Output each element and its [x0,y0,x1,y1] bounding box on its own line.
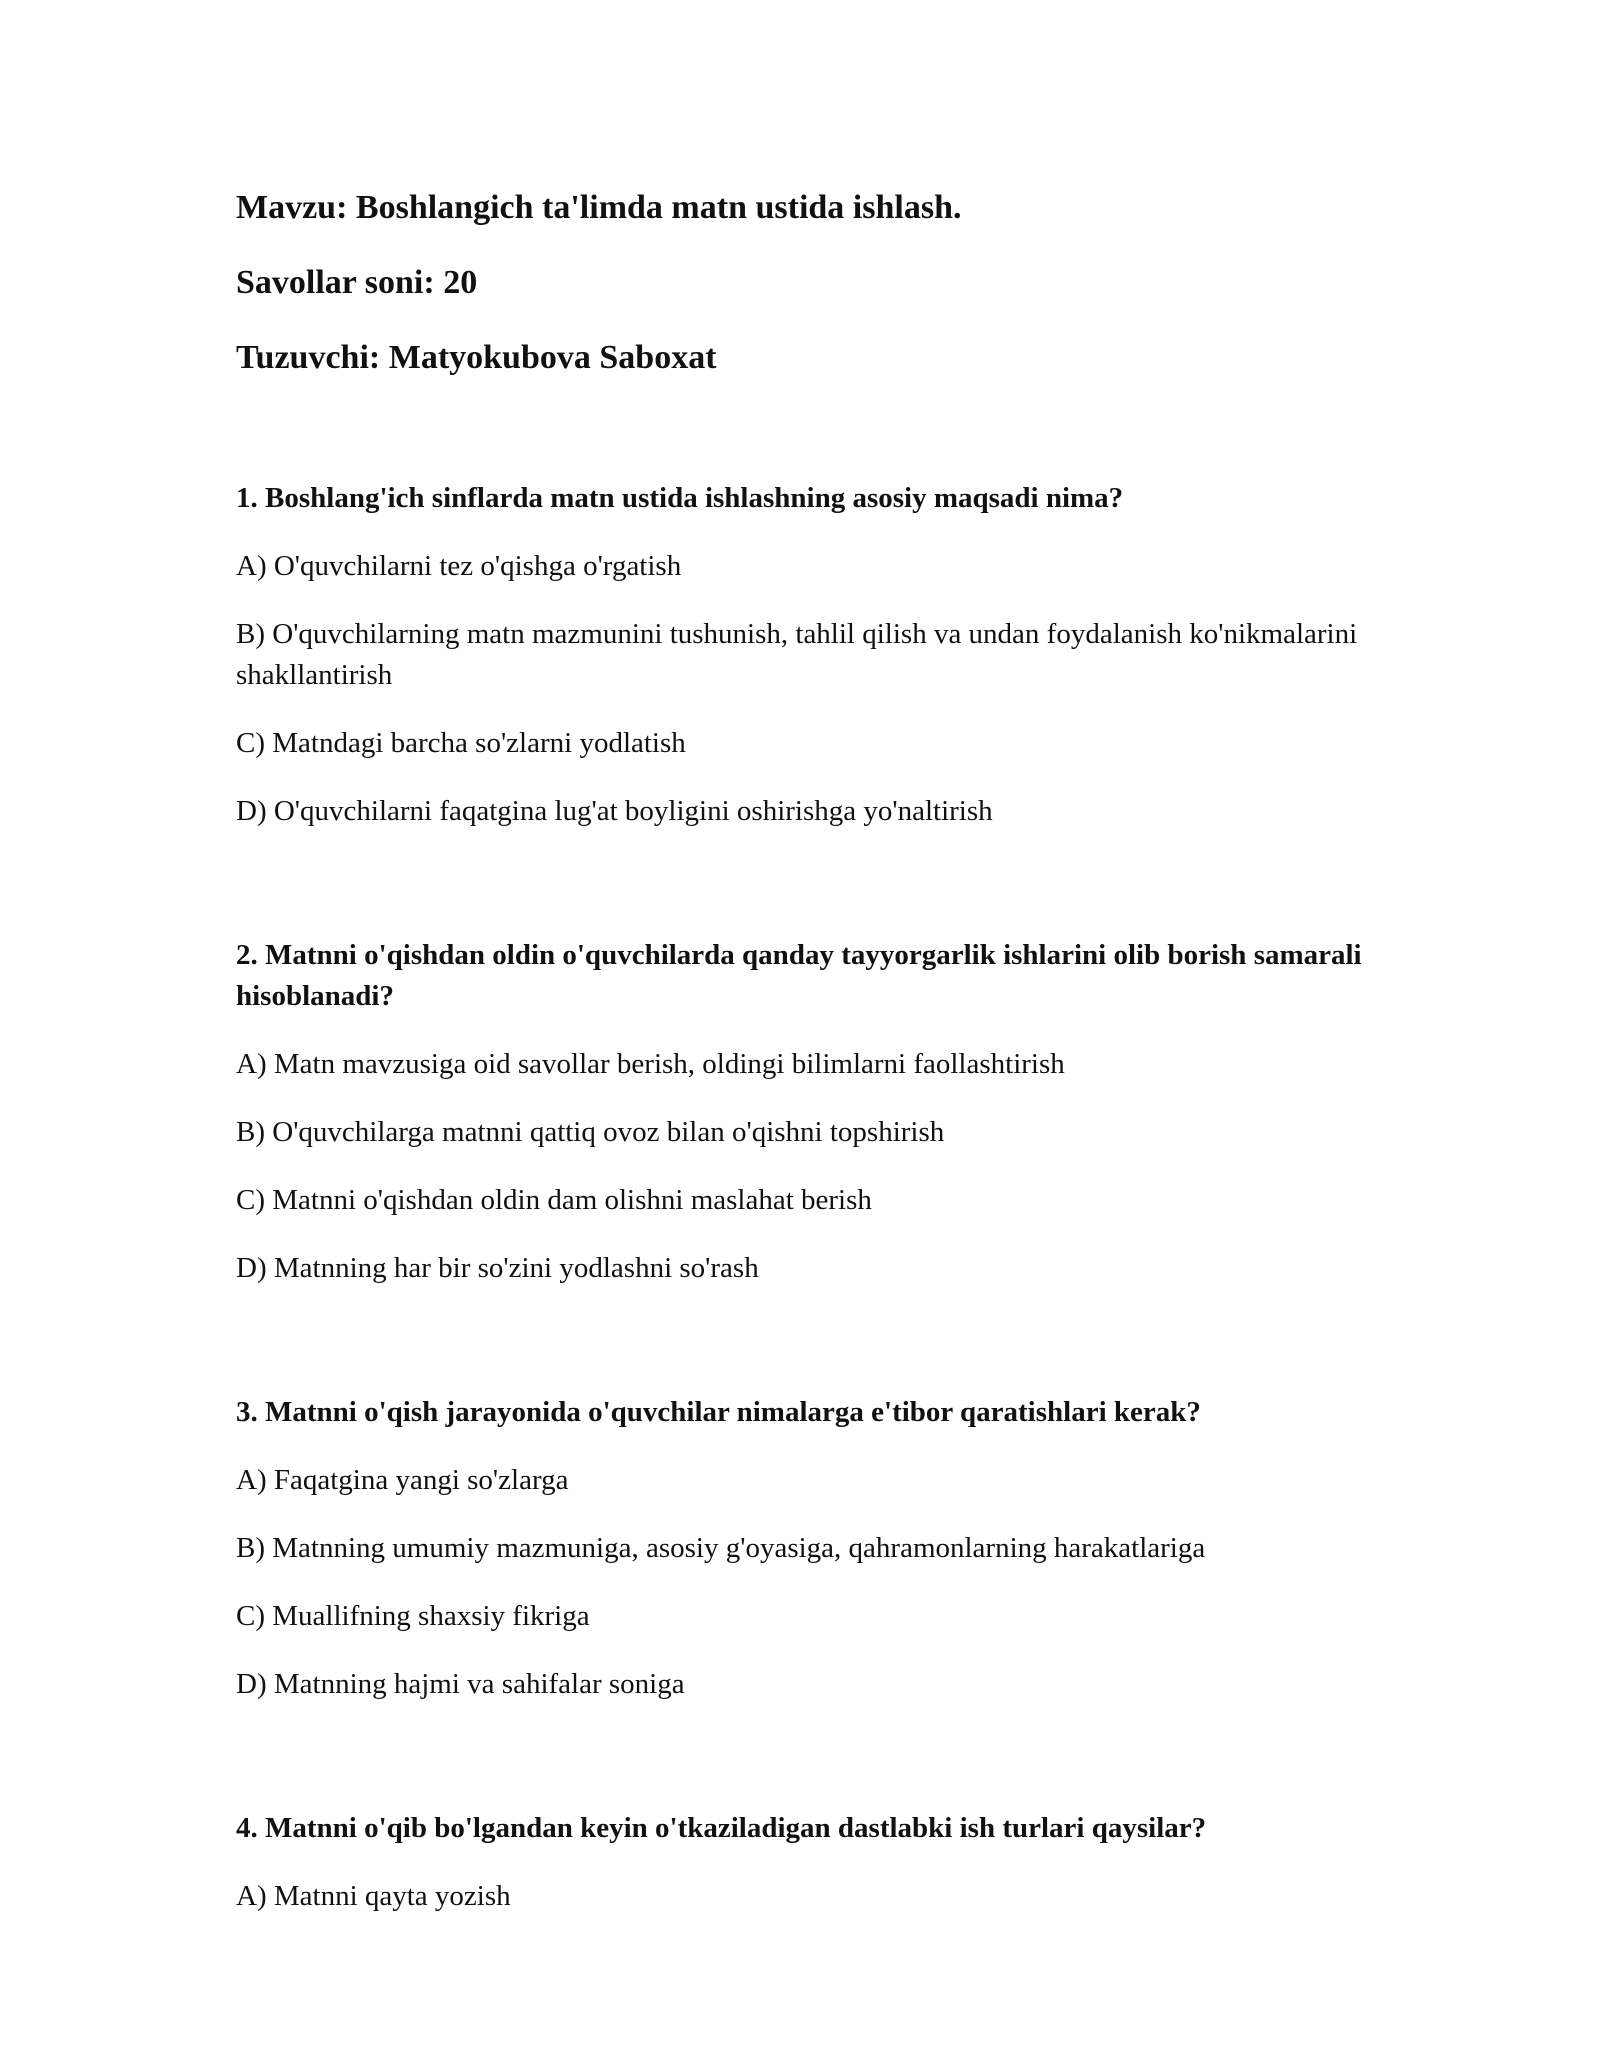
answer-option-d: D) Matnning har bir so'zini yodlashni so'rash [236,1252,759,1284]
answer-option-b: B) O'quvchilarga matnni qattiq ovoz bilan o'qishni topshirish [236,1116,945,1148]
question-text: 2. Matnni o'qishdan oldin o'quvchilarda qanday tayyorgarlik ishlarini olib borish samarali hisoblanadi? [236,939,1362,1012]
answer-option-a: A) Matn mavzusiga oid savollar berish, oldingi bilimlarni faollashtirish [236,1048,1065,1080]
answer-option-c: C) Muallifning shaxsiy fikriga [236,1600,590,1632]
answer-option-a: A) Faqatgina yangi so'zlarga [236,1464,569,1496]
answer-option-d: D) O'quvchilarni faqatgina lug'at boyligini oshirishga yo'naltirish [236,795,993,827]
document-page [236,188,1376,2020]
question-block-4 [236,1808,1376,1917]
question-text: 1. Boshlang'ich sinflarda matn ustida ishlashning asosiy maqsadi nima? [236,482,1124,514]
question-block-2 [236,935,1376,1289]
answer-option-b: B) O'quvchilarning matn mazmunini tushunish, tahlil qilish va undan foydalanish ko'nikmalarini shakllantirish [236,618,1358,691]
answer-option-c: C) Matnni o'qishdan oldin dam olishni maslahat berish [236,1184,872,1216]
question-block-3 [236,1392,1376,1705]
answer-option-a: A) Matnni qayta yozish [236,1880,511,1912]
question-count-heading: Savollar soni: 20 [236,264,478,301]
answer-option-d: D) Matnning hajmi va sahifalar soniga [236,1668,685,1700]
question-text: 3. Matnni o'qish jarayonida o'quvchilar nimalarga e'tibor qaratishlari kerak? [236,1396,1201,1428]
answer-option-b: B) Matnning umumiy mazmuniga, asosiy g'oyasiga, qahramonlarning harakatlariga [236,1532,1206,1564]
question-text: 4. Matnni o'qib bo'lgandan keyin o'tkaziladigan dastlabki ish turlari qaysilar? [236,1812,1207,1844]
answer-option-a: A) O'quvchilarni tez o'qishga o'rgatish [236,550,682,582]
topic-heading: Mavzu: Boshlangich ta'limda matn ustida ishlash. [236,189,962,226]
question-block-1 [236,478,1376,832]
author-heading: Tuzuvchi: Matyokubova Saboxat [236,339,717,376]
answer-option-c: C) Matndagi barcha so'zlarni yodlatish [236,727,686,759]
